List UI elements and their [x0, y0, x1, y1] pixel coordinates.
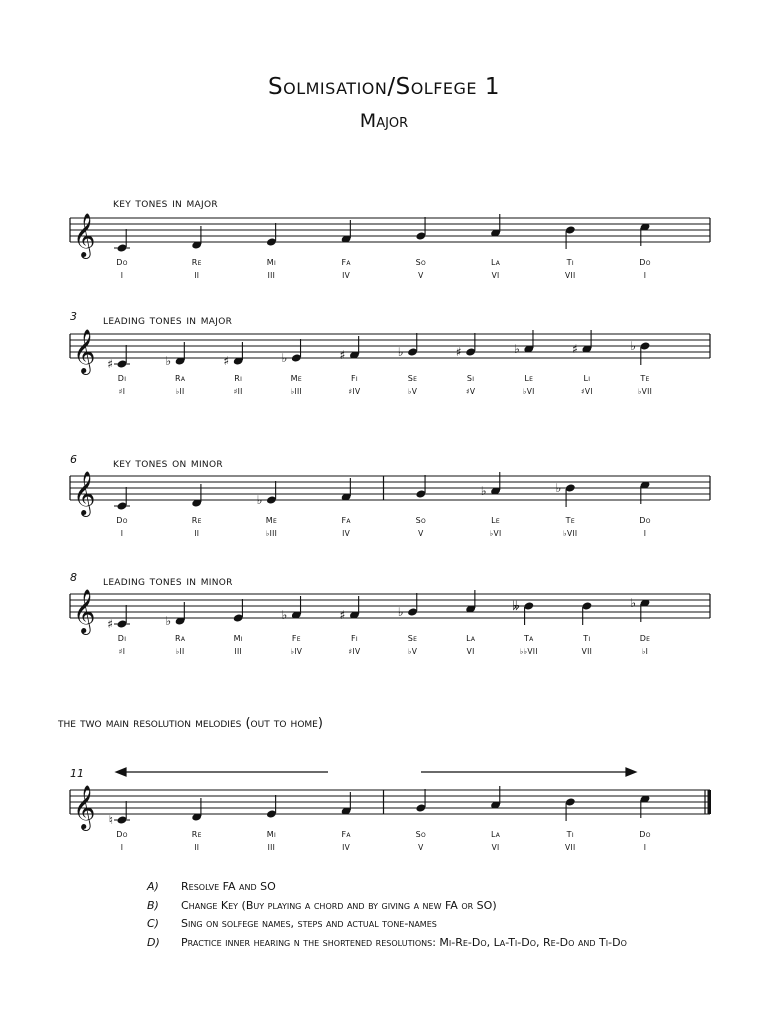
labels-leading-major	[0, 374, 768, 396]
solfege-syllable: Se	[407, 374, 418, 383]
solfege-syllable: La	[490, 830, 501, 839]
accidental-icon: ♯	[223, 354, 230, 368]
scale-degree: II	[194, 271, 200, 280]
scale-degree: ♯I	[118, 647, 126, 656]
solfege-syllable: Do	[116, 258, 128, 267]
scale-degree: I	[643, 843, 647, 852]
treble-clef-icon: 𝄞	[73, 589, 96, 633]
scale-degree: V	[418, 843, 424, 852]
solfege-syllable: So	[415, 830, 427, 839]
solfege-syllable: Fi	[350, 634, 358, 643]
accidental-icon: ♭	[256, 493, 263, 507]
solfege-syllable: Di	[117, 374, 127, 383]
scale-degree: ♯II	[233, 387, 243, 396]
solfege-syllable: Ta	[523, 634, 534, 643]
solfege-syllable: Si	[466, 374, 475, 383]
measure-number-11: 11	[70, 767, 84, 780]
scale-degree: ♭V	[407, 647, 418, 656]
solfege-syllable: Ra	[174, 374, 186, 383]
accidental-icon: ♭	[281, 608, 288, 622]
accidental-icon: ♭	[397, 345, 404, 359]
scale-degree: ♭II	[175, 387, 185, 396]
accidental-icon: ♯	[339, 608, 346, 622]
scale-degree: VII	[565, 271, 576, 280]
scale-degree: ♭II	[175, 647, 185, 656]
section-label-key-minor: key tones on minor	[113, 456, 223, 471]
treble-clef-icon: 𝄞	[73, 785, 96, 829]
solfege-syllable: Re	[191, 516, 202, 525]
section-label-leading-major: leading tones in major	[103, 313, 233, 328]
scale-degree: I	[120, 271, 124, 280]
solfege-syllable: Ti	[583, 634, 591, 643]
scale-degree: ♭III	[265, 529, 278, 538]
accidental-icon: ♭	[165, 354, 172, 368]
solfege-syllable: Le	[524, 374, 534, 383]
solfege-syllable: Me	[265, 516, 278, 525]
instructions-list	[147, 880, 627, 954]
labels-key-major	[0, 258, 768, 280]
scale-degree: ♭VII	[637, 387, 653, 396]
solfege-syllable: Li	[583, 374, 591, 383]
solfege-syllable: Ri	[234, 374, 243, 383]
scale-degree: ♭V	[407, 387, 418, 396]
scale-degree: II	[194, 843, 200, 852]
accidental-icon: 𝄫	[512, 599, 520, 613]
accidental-icon: ♯	[339, 348, 346, 362]
solfege-syllable: Fe	[291, 634, 301, 643]
scale-degree: IV	[342, 843, 351, 852]
instruction-d: D) Practice inner hearing n the shortened resolutions: Mi-Re-Do, La-Ti-Do, Re-Do and Ti-Do	[147, 935, 627, 949]
measure-number-3: 3	[70, 310, 77, 323]
accidental-icon: ♯	[572, 342, 578, 356]
scale-degree: ♯IV	[348, 387, 361, 396]
solfege-syllable: Mi	[266, 258, 277, 267]
scale-degree: I	[643, 271, 647, 280]
accidental-icon: ♭	[555, 481, 562, 495]
measure-number-6: 6	[70, 453, 77, 466]
final-barline-thick	[708, 790, 712, 814]
accidental-icon: ♭	[165, 614, 172, 628]
scale-degree: III	[267, 271, 276, 280]
scale-degree: ♭VII	[563, 529, 578, 538]
scale-degree: VI	[466, 647, 475, 656]
accidental-icon: ♭	[480, 484, 487, 498]
solfege-syllable: Te	[640, 374, 650, 383]
accidental-icon: ♭	[397, 605, 404, 619]
scale-degree: III	[234, 647, 242, 656]
scale-degree: VI	[491, 843, 500, 852]
scale-degree: ♭I	[641, 647, 649, 656]
scale-degree: ♭VI	[489, 529, 502, 538]
scale-degree: IV	[342, 529, 351, 538]
labels-leading-minor	[0, 634, 768, 656]
solfege-syllable: Ti	[566, 830, 574, 839]
scale-degree: ♭♭VII	[519, 647, 538, 656]
scale-degree: IV	[342, 271, 351, 280]
accidental-icon: ♯	[107, 357, 113, 371]
solfege-syllable: Fa	[341, 516, 351, 525]
solfege-syllable: So	[415, 516, 427, 525]
scale-degree: VII	[565, 843, 576, 852]
scale-degree: V	[418, 271, 424, 280]
solfege-syllable: Ra	[174, 634, 186, 643]
scale-degree: I	[643, 529, 647, 538]
accidental-icon: ♮	[108, 813, 113, 827]
solfege-syllable: Do	[639, 516, 651, 525]
page-subtitle: Major	[359, 110, 409, 132]
solfege-syllable: Fa	[341, 258, 351, 267]
measure-number-8: 8	[70, 571, 77, 584]
accidental-icon: ♭	[514, 342, 520, 356]
solfege-syllable: Mi	[266, 830, 277, 839]
section-label-key-major: key tones in major	[113, 196, 218, 211]
accidental-icon: ♭	[630, 596, 636, 610]
scale-degree: ♯IV	[348, 647, 361, 656]
scale-degree: VI	[491, 271, 500, 280]
solfege-syllable: Fa	[341, 830, 351, 839]
solfege-syllable: Le	[491, 516, 500, 525]
solfege-syllable: Do	[639, 830, 651, 839]
solfege-syllable: Do	[639, 258, 651, 267]
solfege-syllable: So	[415, 258, 427, 267]
solfege-syllable: Do	[116, 830, 128, 839]
solfege-syllable: Me	[290, 374, 302, 383]
instruction-c: C) Sing on solfege names, steps and actual tone-names	[147, 917, 437, 930]
solfege-syllable: Se	[407, 634, 418, 643]
accidental-icon: ♭	[281, 351, 288, 365]
accidental-icon: ♯	[455, 345, 462, 359]
scale-degree: I	[120, 843, 124, 852]
instruction-a: A) Resolve FA and SO	[147, 880, 276, 893]
solfege-syllable: Re	[191, 258, 202, 267]
scale-degree: ♯I	[118, 387, 126, 396]
solfege-syllable: Di	[117, 634, 127, 643]
scale-degree: II	[194, 529, 200, 538]
solfege-syllable: La	[490, 258, 501, 267]
accidental-icon: ♯	[107, 617, 113, 631]
scale-degree: ♭III	[290, 387, 303, 396]
scale-degree: ♯VI	[580, 387, 593, 396]
scale-degree: VII	[581, 647, 593, 656]
treble-clef-icon: 𝄞	[73, 213, 96, 257]
solfege-syllable: Te	[565, 516, 575, 525]
instruction-b: B) Change Key (Buy playing a chord and by giving a new FA or SO)	[147, 898, 497, 912]
solfege-syllable: De	[639, 634, 651, 643]
accidental-icon: ♭	[630, 339, 636, 353]
scale-degree: I	[120, 529, 124, 538]
scale-degree: ♭VI	[522, 387, 535, 396]
solfege-syllable: Re	[191, 830, 202, 839]
treble-clef-icon: 𝄞	[73, 471, 96, 515]
treble-clef-icon: 𝄞	[73, 329, 96, 373]
page-title: Solmisation/Solfege 1	[268, 74, 500, 100]
resolution-title: the two main resolution melodies (out to home)	[58, 716, 323, 731]
solfege-syllable: Do	[116, 516, 128, 525]
solfege-syllable: La	[466, 634, 476, 643]
scale-degree: V	[418, 529, 424, 538]
labels-resolution	[0, 830, 768, 852]
scale-degree: III	[267, 843, 276, 852]
solfege-syllable: Fi	[350, 374, 358, 383]
section-label-leading-minor: leading tones in minor	[103, 574, 233, 589]
solfege-syllable: Mi	[233, 634, 243, 643]
solfege-syllable: Ti	[566, 258, 574, 267]
scale-degree: ♭IV	[290, 647, 303, 656]
scale-degree: ♯V	[465, 387, 476, 396]
labels-key-minor	[0, 516, 768, 538]
